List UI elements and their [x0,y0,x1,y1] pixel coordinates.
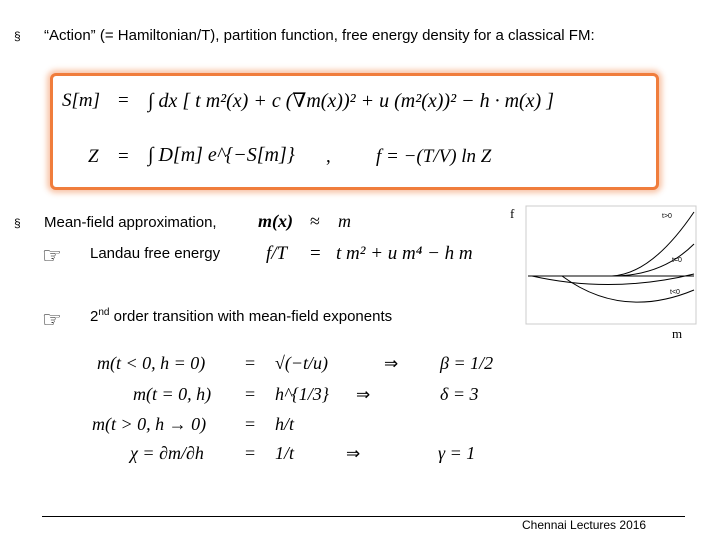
exp-row-0-result: β = 1/2 [440,353,494,373]
exp-row-1-implies: ⇒ [356,385,371,405]
exp-row-1-eq: = [245,384,256,404]
free-energy-plot [510,204,702,344]
partition-comma: , [326,146,331,167]
plot-y-label: f [510,206,515,221]
exp-row-1-result: δ = 3 [440,384,479,404]
partition-equals: = [118,146,129,167]
partition-lhs: Z [88,146,99,167]
exp-row-0-lhs: m(t < 0, h = 0) [97,353,206,373]
bullet-1-text: “Action” (= Hamiltonian/T), partition function, free energy density for a classical FM: [44,27,595,44]
exp-row-3-rhs: 1/t [275,443,295,463]
transition-post: order transition with mean-field exponents [109,308,393,325]
pointing-hand-icon: ☞ [42,308,62,333]
plot-frame [526,206,696,324]
curve-label-2: t<0 [670,289,680,296]
landau-equals: = [310,243,321,264]
landau-rhs: t m² + u m⁴ − h m [336,243,473,264]
exp-row-3-result: γ = 1 [438,443,476,463]
exp-row-2-rhs: h/t [275,414,295,434]
curve-label-1: t=0 [672,257,682,264]
exp-row-3-eq: = [245,443,256,463]
footer-rule [42,516,685,517]
bullet-2-marker: § [14,216,21,230]
pointing-hand-icon: ☞ [42,244,62,269]
action-equals: = [118,90,129,111]
curve-label-0: t>0 [662,213,672,220]
exp-row-0-implies: ⇒ [384,354,399,374]
action-lhs: S[m] [62,90,101,111]
transition-pre: 2 [90,308,99,325]
action-rhs: ∫ dx [ t m²(x) + c (∇m(x))² + u (m²(x))² − h · m(x) ] [148,90,554,112]
exp-row-2-eq: = [245,414,256,434]
transition-sup: nd [98,307,110,318]
meanfield-rhs: m [338,211,351,231]
exp-row-1-rhs: h^{1/3} [275,384,329,404]
exp-row-0-eq: = [245,353,256,373]
exp-row-3-implies: ⇒ [346,444,361,464]
meanfield-approx: ≈ [310,211,320,231]
exp-row-0-rhs: √(−t/u) [275,353,329,373]
transition-label [90,307,392,325]
footer-text: Chennai Lectures 2016 [522,518,647,532]
landau-lhs: f/T [266,243,288,264]
exp-row-3-lhs: χ = ∂m/∂h [130,443,204,463]
landau-label: Landau free energy [90,245,221,262]
partition-rhs: ∫ D[m] e^{−S[m]} [148,144,295,166]
exp-row-2-lhs: m(t > 0, h → 0) [92,414,207,434]
exp-row-1-lhs: m(t = 0, h) [133,384,212,404]
free-energy-eq: f = −(T/V) ln Z [376,146,492,167]
bullet-2-text: Mean-field approximation, [44,214,217,231]
plot-x-label: m [672,326,683,341]
meanfield-lhs: m(x) [258,211,293,231]
bullet-1-marker: § [14,29,21,43]
